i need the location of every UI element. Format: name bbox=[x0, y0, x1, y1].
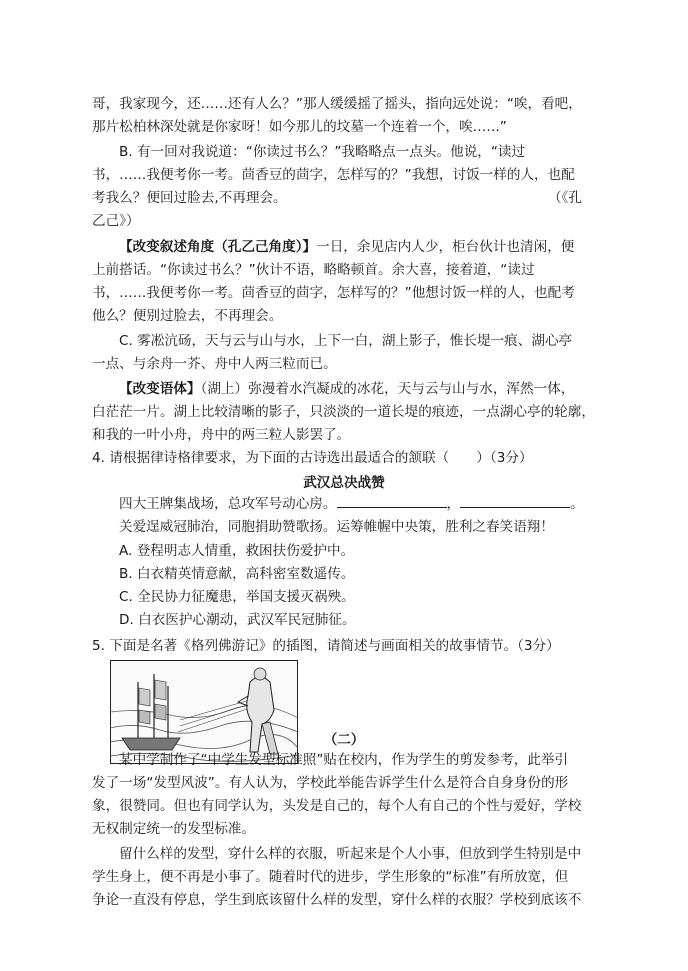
rewrite-style-line bbox=[119, 380, 574, 398]
option-b-line: 书，……我便考你一考。茴香豆的茴字，怎样写的？”我想，讨饭一样的人，也配 bbox=[92, 167, 575, 183]
option-b-line: B. 有一回对我说道：“你读过书么？”我略略点一点头。他说，“读过 bbox=[119, 144, 526, 160]
passage-line: 无权制定统一的发型标准。 bbox=[92, 821, 256, 837]
poem-punct: ， bbox=[446, 496, 461, 512]
source-citation: 乙己》） bbox=[92, 213, 140, 229]
rewrite-style-line: 和我的一叶小舟，舟中的两三粒人影罢了。 bbox=[92, 427, 351, 443]
option-d: D. 白衣医护心潮动，武汉军民冠肺征。 bbox=[119, 612, 356, 628]
rewrite-perspective-line: 书，……我便考你一考。茴香豆的茴字，怎样写的？”他想讨饭一样的人，也配考 bbox=[92, 285, 575, 301]
story-line: 哥，我家现今，还……还有人么？”那人缓缓摇了摇头，指向远处说：“唉，看吧， bbox=[92, 96, 582, 112]
poem-text: 四大王牌集战场，总攻军号动心房。 bbox=[119, 496, 337, 512]
question-4: 4. 请根据律诗格律要求，为下面的古诗选出最适合的颔联（ ）（3分） bbox=[92, 450, 533, 466]
option-c-line: C. 雾凇沆砀，天与云与山与水，上下一白，湖上影子，惟长堤一痕、湖心亭 bbox=[119, 333, 573, 349]
poem-punct: 。 bbox=[570, 496, 584, 512]
gulliver-illustration bbox=[110, 660, 298, 764]
story-line: 那片松柏林深处就是你家呀！如今那儿的坟墓一个连着一个，唉……” bbox=[92, 119, 507, 135]
poem-line: 关爱逞威冠肺治，同胞捐助赞歌扬。运筹帷幄中央策，胜利之春笑语翔！ bbox=[119, 519, 554, 535]
option-b-line: 考我么？便回过脸去,不再理会。 bbox=[92, 190, 287, 206]
option-c-line: 一点、与余舟一芥、舟中人两三粒而已。 bbox=[92, 356, 337, 372]
poem-title: 武汉总决战赞 bbox=[303, 475, 385, 491]
rewrite-text: 一日，余见店内人少，柜台伙计也清闲，便 bbox=[316, 239, 575, 255]
rewrite-label: 【改变语体】 bbox=[119, 381, 201, 397]
option-b: B. 白衣精英情意献，高科密室数遥传。 bbox=[119, 566, 355, 582]
passage-line: 学生身上，便不再是小事了。随着时代的进步，学生形象的“标准”有所放宽，但 bbox=[92, 869, 569, 885]
rewrite-style-line: 白茫茫一片。湖上比较清晰的影子，只淡淡的一道长堤的痕迹，一点湖心亭的轮廓， bbox=[92, 404, 595, 420]
answer-blank[interactable] bbox=[460, 494, 570, 508]
passage-line: 象，很赞同。但也有同学认为，头发是自己的，每个人有自己的个性与爱好，学校 bbox=[92, 798, 582, 814]
passage-line: 某中学制作了“中学生发型标准照”贴在校内，作为学生的剪发参考，此举引 bbox=[119, 752, 569, 768]
rewrite-text: （湖上）弥漫着水汽凝成的冰花，天与云与山与水，浑然一体， bbox=[200, 381, 575, 397]
rewrite-perspective-line: 他么？便别过脸去，不再理会。 bbox=[92, 308, 283, 324]
rewrite-perspective-line bbox=[119, 238, 574, 256]
source-citation: （《孔 bbox=[548, 190, 582, 206]
passage-line: 争论一直没有停息，学生到底该留什么样的发型，穿什么样的衣服？学校到底该不 bbox=[92, 892, 582, 908]
poem-line bbox=[119, 494, 584, 513]
passage-line: 留什么样的发型，穿什么样的衣服，听起来是个人小事，但放到学生特别是中 bbox=[119, 846, 582, 862]
rewrite-label: 【改变叙述角度（孔乙己角度）】 bbox=[119, 239, 317, 255]
passage-line: 发了一场“发型风波”。有人认为，学校此举能告诉学生什么是符合自身身份的形 bbox=[92, 775, 569, 791]
section-title: （二） bbox=[323, 732, 365, 748]
question-5: 5. 下面是名著《格列佛游记》的插图，请简述与画面相关的故事情节。（3分） bbox=[92, 638, 560, 654]
option-c: C. 全民协力征魔患，举国支援灭祸殃。 bbox=[119, 589, 355, 605]
option-a: A. 登程明志人情重，救困扶伤爱护中。 bbox=[119, 543, 355, 559]
rewrite-perspective-line: 上前搭话。“你读过书么？”伙计不语，略略顿首。余大喜，接着道，“读过 bbox=[92, 262, 535, 278]
answer-blank[interactable] bbox=[337, 494, 447, 508]
